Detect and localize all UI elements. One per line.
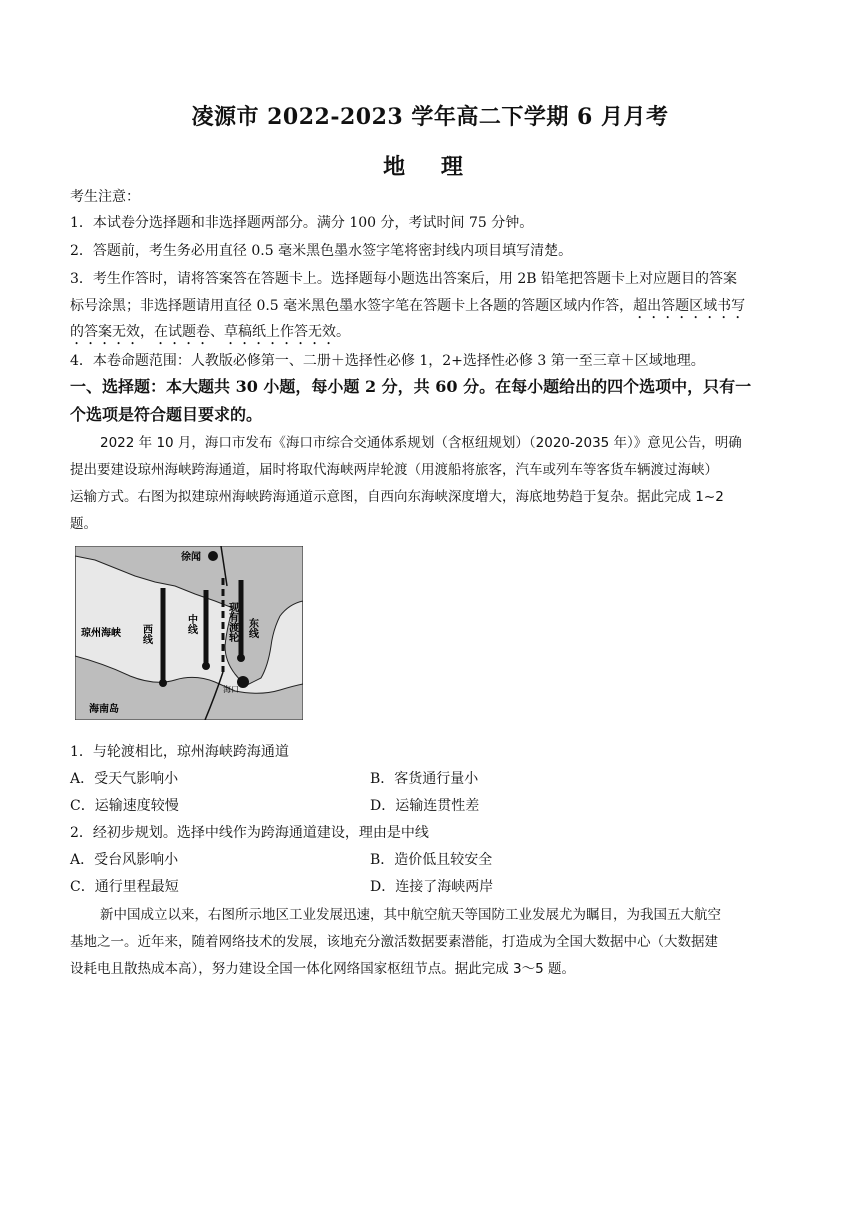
label-west-line: 西线	[140, 624, 152, 644]
exam-title: 凌源市 2022-2023 学年高二下学期 6 月月考	[191, 104, 669, 130]
section-heading-line-1: 一、选择题：本大题共 30 小题，每小题 2 分，共 60 分。在每小题给出的四个选项中，只有一	[70, 377, 752, 396]
q2-option-a[interactable]: A．受台风影响小	[70, 852, 179, 868]
passage1-line-2: 提出要建设琼州海峡跨海通道，届时将取代海峡两岸轮渡（用渡船将旅客，汽车或列车等客货车辆渡过海峡）	[70, 462, 718, 478]
q1-option-c[interactable]: C．运输速度较慢	[70, 798, 179, 814]
notice-item-2: 2．答题前，考生务必用直径 0.5 毫米黑色墨水签字笔将密封线内项目填写清楚。	[70, 243, 573, 259]
notice-item-3-line-3: 的答案无效，在试题卷、草稿纸上作答无效。	[70, 324, 350, 340]
strait-map	[75, 546, 303, 720]
q1-options-row-2	[70, 795, 792, 817]
passage1-line-4: 题。	[70, 516, 97, 532]
q1-option-b[interactable]: B．客货通行量小	[370, 771, 479, 787]
label-middle-line: 中线	[185, 614, 197, 634]
subject-title: 地 理	[383, 154, 477, 180]
notice-item-3-emphasis: 超出答题区域书写	[633, 298, 746, 314]
q2-options-row-2	[70, 876, 792, 898]
q2-options-row-1	[70, 849, 792, 871]
label-east-line: 东线	[246, 618, 258, 638]
notice-item-3-text: 标号涂黑；非选择题请用直径 0.5 毫米黑色墨水签字笔在答题卡上各题的答题区域内作答，	[70, 298, 634, 314]
q1-stem: 1．与轮渡相比，琼州海峡跨海通道	[70, 744, 289, 760]
label-hainan: 海南岛	[89, 704, 119, 715]
q1-options-row-1	[70, 768, 792, 790]
q2-option-b[interactable]: B．造价低且较安全	[370, 852, 493, 868]
notice-item-3-line-1: 3．考生作答时，请将答案答在答题卡上。选择题每小题选出答案后，用 2B 铅笔把答题卡上对应题目的答案	[70, 271, 738, 287]
q2-stem: 2．经初步规划。选择中线作为跨海通道建设，理由是中线	[70, 825, 429, 841]
label-xuwen: 徐闻	[181, 552, 201, 563]
q1-option-d[interactable]: D．运输连贯性差	[370, 798, 480, 814]
label-haikou: 海口	[223, 685, 239, 694]
passage2-line-1: 新中国成立以来，右图所示地区工业发展迅速，其中航空航天等国防工业发展尤为瞩目，为我国五大航空	[100, 907, 721, 923]
section-heading-line-2: 个选项是符合题目要求的。	[70, 405, 263, 424]
xuwen-dot	[208, 551, 218, 561]
label-strait: 琼州海峡	[81, 628, 121, 639]
q2-option-c[interactable]: C．通行里程最短	[70, 879, 179, 895]
q2-option-d[interactable]: D．连接了海峡两岸	[370, 879, 494, 895]
notice-item-1: 1．本试卷分选择题和非选择题两部分。满分 100 分，考试时间 75 分钟。	[70, 215, 534, 231]
notice-heading: 考生注意：	[70, 189, 140, 205]
passage2-line-3: 设耗电且散热成本高），努力建设全国一体化网络国家枢纽节点。据此完成 3～5 题。	[70, 961, 576, 977]
passage1-line-3: 运输方式。右图为拟建琼州海峡跨海通道示意图，自西向东海峡深度增大，海底地势趋于复杂。据此完成 1~2	[70, 489, 724, 505]
notice-item-4: 4．本卷命题范围：人教版必修第一、二册＋选择性必修 1，2+选择性必修 3 第一至三章＋区域地理。	[70, 353, 705, 369]
q1-option-a[interactable]: A．受天气影响小	[70, 771, 179, 787]
label-ferry: 现有渡轮	[226, 602, 238, 642]
passage1-line-1: 2022 年 10 月，海口市发布《海口市综合交通体系规划（含枢纽规划）（2020-2035 年）》意见公告，明确	[100, 435, 742, 451]
passage2-line-2: 基地之一。近年来，随着网络技术的发展，该地充分激活数据要素潜能，打造成为全国大数据中心（大数据建	[70, 934, 718, 950]
notice-item-3-line-2	[70, 295, 792, 322]
